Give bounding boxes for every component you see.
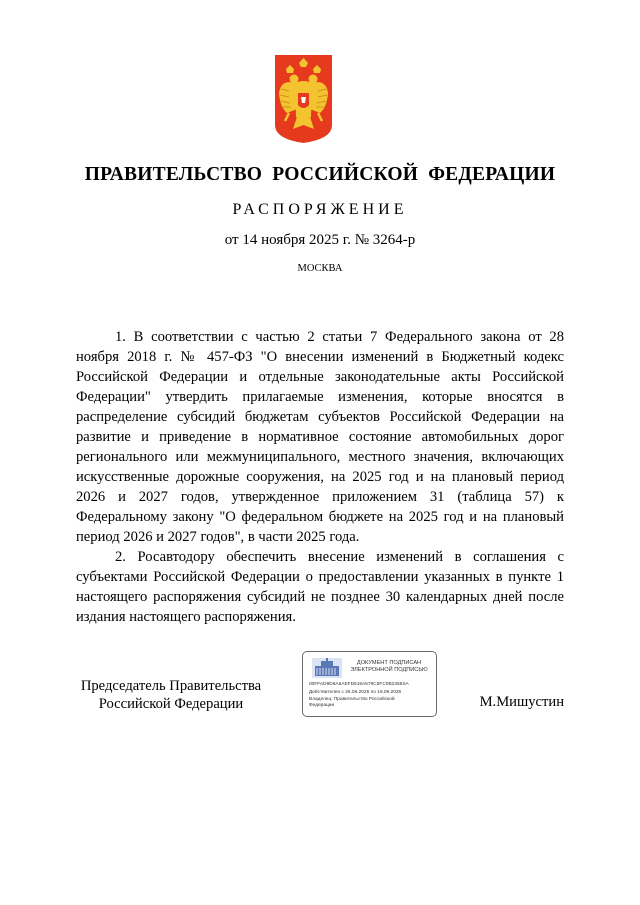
electronic-signature-stamp xyxy=(302,651,437,717)
government-building-icon xyxy=(312,658,342,678)
stamp-validity: Действителен с 26.06.2025 по 19.09.2026 xyxy=(309,690,402,695)
paragraph-2: 2. Росавтодору обеспечить внесение изменений в соглашения с субъектами Российской Федерации о предоставлении указанных в пункте 1 настоящего распоряжения субсидий не позднее 30 календарных дней после издания настоящего распоряжения. xyxy=(76,549,564,625)
stamp-owner-line2: Федерации xyxy=(309,703,335,708)
signatory-position-line2: Российской Федерации xyxy=(98,696,244,712)
document-date-number: от 14 ноября 2025 г. № 3264-р xyxy=(224,232,416,248)
document-body xyxy=(76,327,564,627)
stamp-heading xyxy=(343,660,435,674)
signatory-name: М.Мишустин xyxy=(479,694,564,710)
signatory-position xyxy=(76,677,266,713)
paragraph-1: 1. В соответствии с частью 2 статьи 7 Федерального закона от 28 ноября 2018 г. № 457-ФЗ "О внесении изменений в Бюджетный кодекс Российской Федерации и отдельные законодательные акты Российской Федерации" утвердить прилагаемые изменения, которые вносятся в распределение субсидий бюджетам субъектов Российской Федерации на развитие и приведение в нормативное состояние автомобильных дорог регионального или межмуниципального, местного значения, включающих искусственные дорожные сооружения, на 2025 год и на плановый период 2026 и 2027 годов, утвержденное приложением 31 (таблица 57) к Федеральному закону "О федеральном бюджете на 2025 год и на плановый период 2026 и 2027 годов", в части 2025 года. xyxy=(76,329,564,545)
stamp-owner-line1: Владелец: Правительство Российской xyxy=(309,697,395,702)
document-title: ПРАВИТЕЛЬСТВО РОССИЙСКОЙ ФЕДЕРАЦИИ xyxy=(84,164,556,185)
stamp-heading-line1: ДОКУМЕНТ ПОДПИСАН xyxy=(356,660,422,666)
stamp-heading-line2: ЭЛЕКТРОННОЙ ПОДПИСЬЮ xyxy=(350,667,428,673)
document-city: МОСКВА xyxy=(297,263,343,274)
document-type: РАСПОРЯЖЕНИЕ xyxy=(232,201,408,218)
signatory-position-line1: Председатель Правительства xyxy=(80,678,262,694)
coat-of-arms-icon xyxy=(275,55,332,143)
stamp-certificate: 00FFAD9D6A5AEFD615A579C5FC0B2358SA xyxy=(309,682,409,687)
